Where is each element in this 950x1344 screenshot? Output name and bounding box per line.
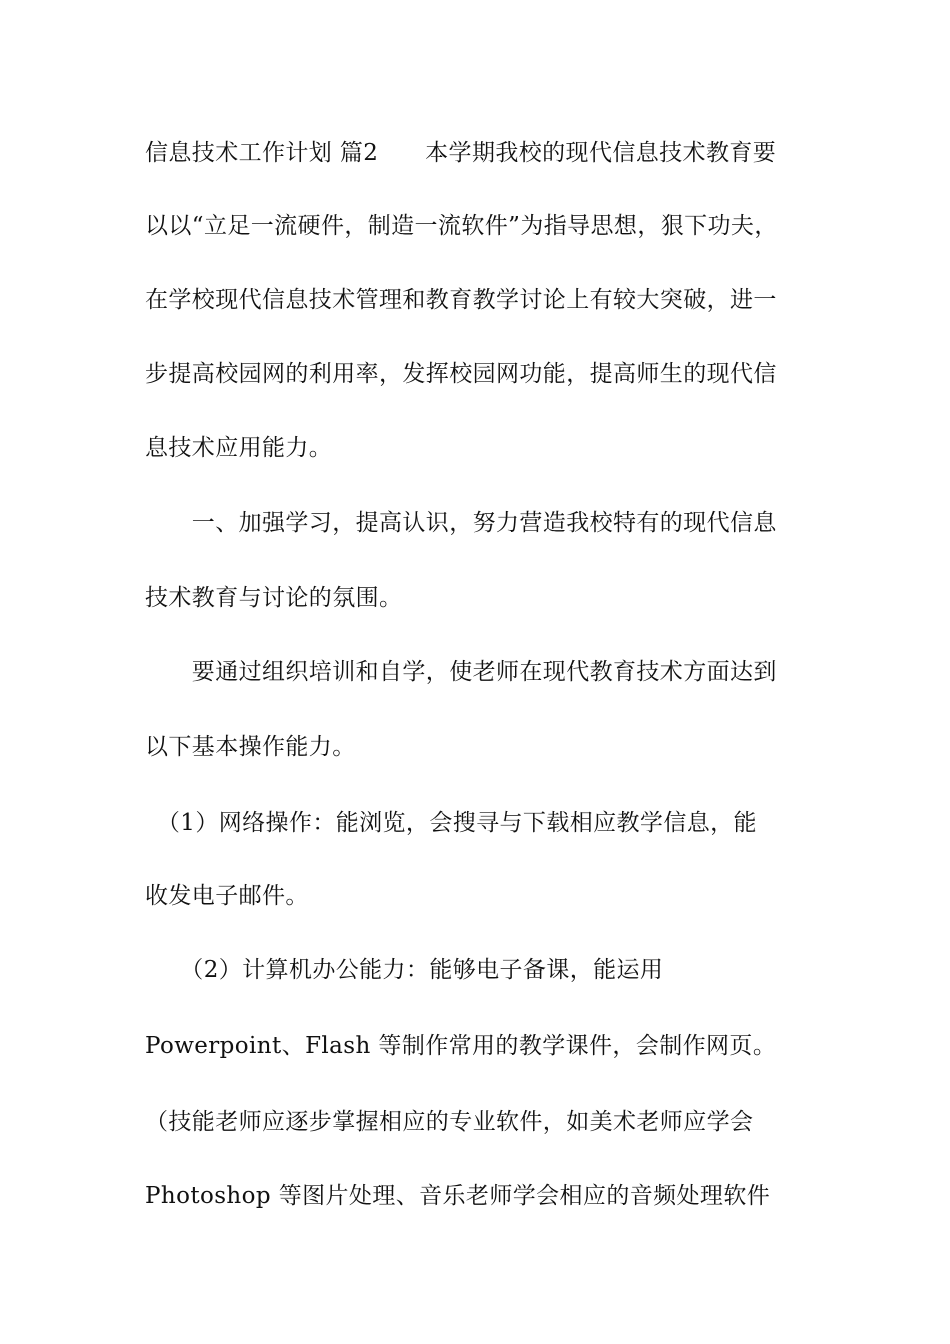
text-line-13: Powerpoint、Flash 等制作常用的教学课件，会制作网页。 — [145, 1033, 777, 1059]
text-line-14: （技能老师应逐步掌握相应的专业软件，如美术老师应学会 — [145, 1109, 754, 1135]
text-line-5: 息技术应用能力。 — [145, 435, 333, 461]
text-line-8: 要通过组织培训和自学，使老师在现代教育技术方面达到 — [145, 659, 777, 685]
text-line-7: 技术教育与讨论的氛围。 — [145, 585, 403, 611]
text-line-9: 以下基本操作能力。 — [145, 734, 356, 760]
text-line-15: Photoshop 等图片处理、音乐老师学会相应的音频处理软件 — [145, 1183, 771, 1209]
text-line-11: 收发电子邮件。 — [145, 883, 309, 909]
text-line-10: （1）网络操作：能浏览，会搜寻与下载相应教学信息，能 — [145, 810, 757, 836]
text-line-12: （2）计算机办公能力：能够电子备课，能运用 — [145, 957, 664, 983]
text-line-6: 一、加强学习，提高认识，努力营造我校特有的现代信息 — [145, 510, 777, 536]
text-line-4: 步提高校园网的利用率，发挥校园网功能，提高师生的现代信 — [145, 361, 777, 387]
text-line-2: 以以“立足一流硬件，制造一流软件”为指导思想，狠下功夫， — [145, 213, 778, 239]
text-line-1: 信息技术工作计划 篇2 本学期我校的现代信息技术教育要 — [145, 140, 777, 166]
text-line-3: 在学校现代信息技术管理和教育教学讨论上有较大突破，进一 — [145, 287, 777, 313]
